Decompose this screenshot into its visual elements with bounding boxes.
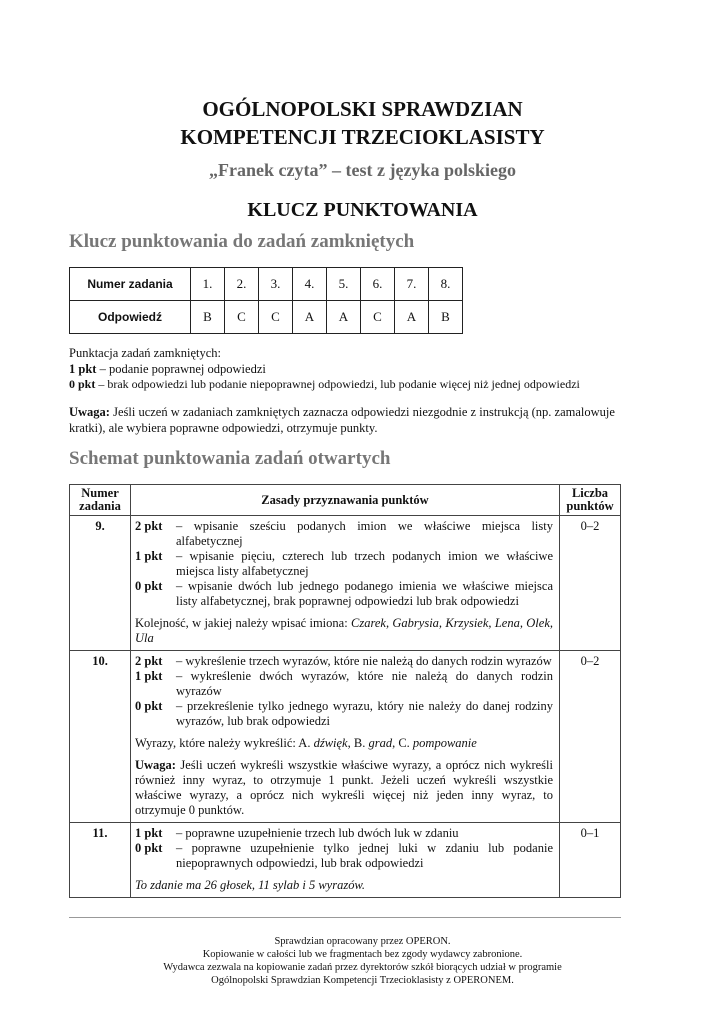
table-header-row — [70, 485, 621, 516]
column-header-points: Liczba punktów — [560, 485, 621, 516]
scoring-rule-text: – brak odpowiedzi lub podanie niepoprawnej odpowiedzi, lub podanie więcej niż jednej odpowiedzi — [95, 377, 580, 391]
answer-cell: A — [327, 301, 361, 334]
title-line-1: OGÓLNOPOLSKI SPRAWDZIAN — [202, 97, 523, 121]
answer-cell: A — [293, 301, 327, 334]
rule-text: – wpisanie pięciu, czterech lub trzech podanych imion we właściwe miejsca listy alfabetycznej — [176, 549, 553, 578]
note-label: Uwaga: — [135, 758, 176, 772]
rule-item — [135, 519, 553, 549]
closed-note — [69, 404, 629, 436]
points-label: 0 pkt — [69, 377, 96, 391]
points-label: 0 pkt — [135, 579, 163, 593]
task-number-cell: 3. — [259, 268, 293, 301]
task-number-cell: 8. — [429, 268, 463, 301]
answer-cell: B — [429, 301, 463, 334]
table-row — [70, 651, 621, 823]
task-number: 11. — [70, 823, 131, 898]
task-points: 0–1 — [560, 823, 621, 898]
footer — [0, 935, 725, 987]
rule-text: – wykreślenie trzech wyrazów, które nie należą do danych rodzin wyrazów — [176, 654, 552, 668]
task-number-cell: 1. — [191, 268, 225, 301]
points-label: 1 pkt — [135, 826, 163, 840]
words-intro: Wyrazy, które należy wykreślić: A. — [135, 736, 314, 750]
task-rules — [131, 823, 560, 898]
column-header-rules: Zasady przyznawania punktów — [131, 485, 560, 516]
points-label: 0 pkt — [135, 699, 163, 713]
table-row — [70, 516, 621, 651]
task-number-cell: 6. — [361, 268, 395, 301]
rule-text: – wykreślenie dwóch wyrazów, które nie należą do danych rodzin wyrazów — [176, 669, 553, 698]
task-note — [135, 758, 553, 818]
rule-item — [135, 669, 553, 699]
points-label: 2 pkt — [135, 519, 163, 533]
task-rules — [131, 516, 560, 651]
rule-item — [135, 579, 553, 609]
answer-cell: C — [259, 301, 293, 334]
answer-cell: C — [225, 301, 259, 334]
order-line — [135, 616, 553, 646]
task-rules — [131, 651, 560, 823]
word-c: pompowanie — [412, 736, 477, 750]
points-label: 2 pkt — [135, 654, 163, 668]
task-number-cell: 2. — [225, 268, 259, 301]
task-points: 0–2 — [560, 516, 621, 651]
task-points: 0–2 — [560, 651, 621, 823]
task-number-cell: 7. — [395, 268, 429, 301]
open-tasks-heading: Schemat punktowania zadań otwartych — [69, 448, 391, 469]
table-row — [70, 268, 463, 301]
example-sentence — [135, 878, 553, 893]
key-title: KLUCZ PUNKTOWANIA — [247, 199, 478, 221]
subtitle: „Franek czyta” – test z języka polskiego — [209, 160, 516, 180]
table-row — [70, 823, 621, 898]
footer-line-4: Ogólnopolski Sprawdzian Kompetencji Trzecioklasisty z OPERONEM. — [211, 975, 514, 986]
rule-text: – poprawne uzupełnienie tylko jednej luki w zdaniu lub podanie niepoprawnych odpowiedzi, lub brak odpowiedzi — [176, 841, 553, 870]
task-number-cell: 4. — [293, 268, 327, 301]
order-names: Czarek, Gabrysia, Krzysiek, Lena, Olek, Ula — [135, 616, 553, 645]
points-label: 1 pkt — [135, 549, 163, 563]
separator: , C. — [392, 736, 413, 750]
note-label: Uwaga: — [69, 405, 110, 419]
document-title — [0, 95, 725, 151]
answer-cell: B — [191, 301, 225, 334]
row-label-answer: Odpowiedź — [70, 301, 191, 334]
footer-line-3: Wydawca zezwala na kopiowanie zadań przez dyrektorów szkół biorących udział w programie — [163, 962, 562, 973]
answer-cell: A — [395, 301, 429, 334]
rule-item — [135, 841, 553, 871]
answer-cell: C — [361, 301, 395, 334]
closed-tasks-heading: Klucz punktowania do zadań zamkniętych — [69, 231, 415, 252]
table-row — [70, 301, 463, 334]
closed-answers-table — [69, 267, 463, 334]
scoring-rule-0 — [69, 377, 629, 393]
footer-line-2: Kopiowanie w całości lub we fragmentach bez zgody wydawcy zabronione. — [202, 949, 523, 960]
note-text: Jeśli uczeń wykreśli wszystkie właściwe wyrazy, a oprócz nich wykreśli również inny wyraz, to otrzymuje 1 punkt. Jeżeli uczeń wykreśli wszystkie właściwe wyrazy, a oprócz nich wykreśli więcej niż jeden inny wyraz, to otrzymuje 0 punktów. — [135, 758, 553, 817]
title-line-2: KOMPETENCJI TRZECIOKLASISTY — [180, 125, 545, 149]
rule-item — [135, 654, 553, 669]
points-label: 1 pkt — [135, 669, 163, 683]
column-header-number: Numer zadania — [70, 485, 131, 516]
task-number: 9. — [70, 516, 131, 651]
rule-text: – poprawne uzupełnienie trzech lub dwóch luk w zdaniu — [176, 826, 459, 840]
points-label: 1 pkt — [69, 361, 97, 376]
scoring-rule-text: – podanie poprawnej odpowiedzi — [96, 361, 266, 376]
order-text: Kolejność, w jakiej należy wpisać imiona: — [135, 616, 351, 630]
rule-item — [135, 826, 553, 841]
rule-item — [135, 699, 553, 729]
scoring-rule-1 — [69, 362, 629, 378]
task-number: 10. — [70, 651, 131, 823]
footer-divider — [69, 917, 621, 918]
footer-line-1: Sprawdzian opracowany przez OPERON. — [274, 936, 451, 947]
task-number-cell: 5. — [327, 268, 361, 301]
sentence-text: To zdanie ma 26 głosek, 11 sylab i 5 wyrazów. — [135, 878, 365, 892]
rule-text: – wpisanie sześciu podanych imion we właściwe miejsca listy alfabetycznej — [176, 519, 553, 548]
rule-item — [135, 549, 553, 579]
open-tasks-table — [69, 484, 621, 898]
rule-text: – wpisanie dwóch lub jednego podanego imienia we właściwe miejsca listy alfabetycznej, brak poprawnej odpowiedzi lub brak odpowiedzi — [176, 579, 553, 608]
note-text: Jeśli uczeń w zadaniach zamkniętych zaznacza odpowiedzi niezgodnie z instrukcją (np. zamalowuje kratki), ale wybiera poprawne odpowiedzi, otrzymuje punkty. — [69, 405, 615, 435]
word-b: grad — [368, 736, 393, 750]
words-line — [135, 736, 553, 751]
rule-text: – przekreślenie tylko jednego wyrazu, który nie należy do danej rodziny wyrazów, lub brak odpowiedzi — [176, 699, 553, 728]
points-label: 0 pkt — [135, 841, 163, 855]
row-label-number: Numer zadania — [70, 268, 191, 301]
closed-scoring-rules — [69, 346, 629, 393]
word-a: dźwięk — [313, 736, 348, 750]
separator: , B. — [347, 736, 369, 750]
scoring-title: Punktacja zadań zamkniętych: — [69, 346, 222, 360]
